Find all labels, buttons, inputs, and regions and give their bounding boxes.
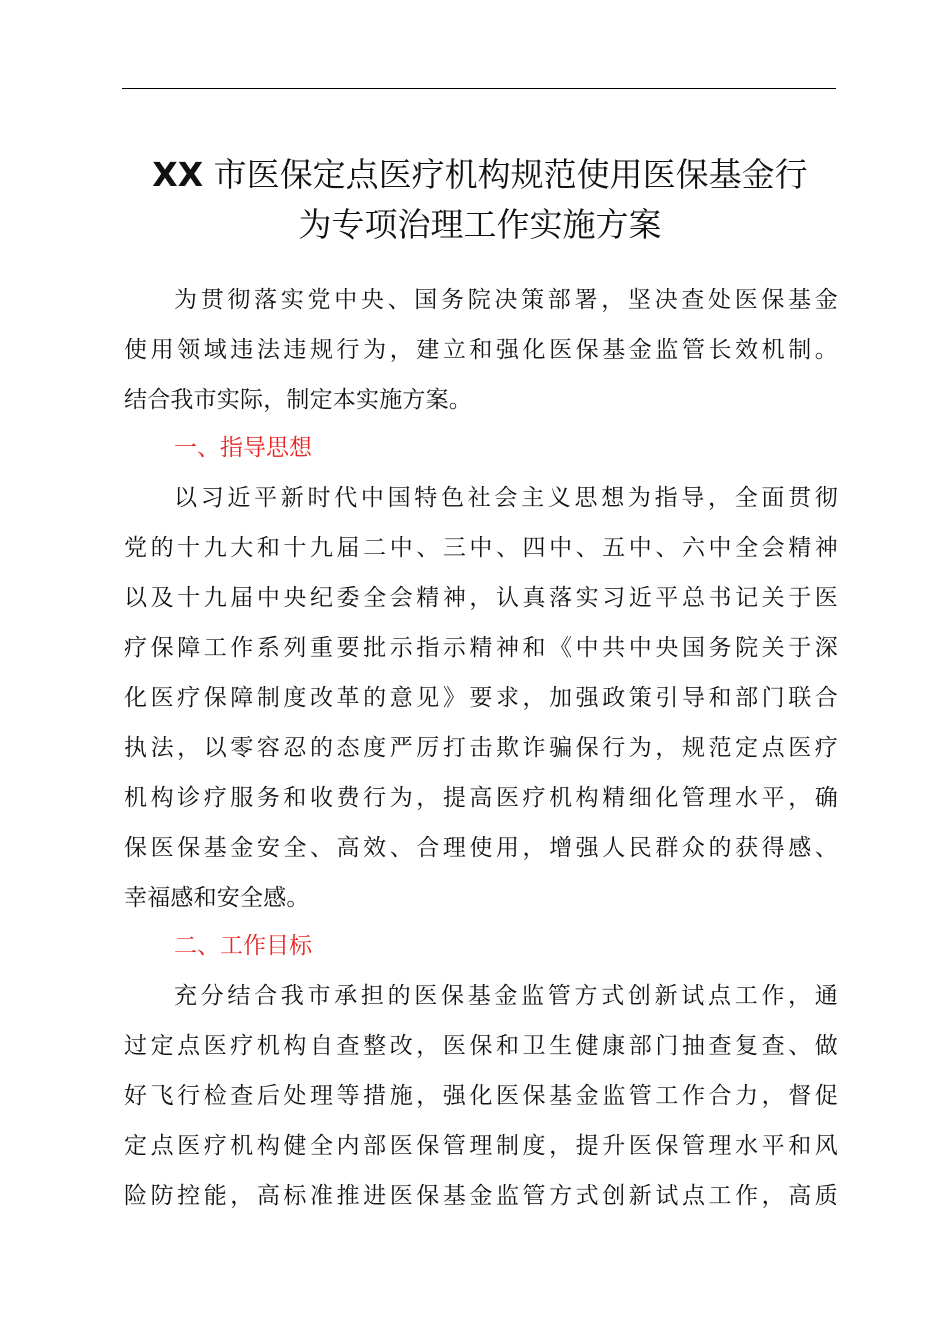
paragraph-line: 执法，以零容忍的态度严厉打击欺诈骗保行为，规范定点医疗 [124,735,838,761]
paragraph-line: 以习近平新时代中国特色社会主义思想为指导，全面贯彻 [174,485,838,511]
section-1-heading: 一、指导思想 [174,435,312,461]
section-2-paragraph [124,971,838,1221]
paragraph-line: 党的十九大和十九届二中、三中、四中、五中、六中全会精神 [124,535,838,561]
title-prefix: XX [152,155,204,194]
paragraph-line: 机构诊疗服务和收费行为，提高医疗机构精细化管理水平，确 [124,785,838,811]
title-line-1-text: 市医保定点医疗机构规范使用医保基金行 [203,155,808,194]
section-2-heading: 二、工作目标 [174,933,312,959]
paragraph-line: 险防控能，高标准推进医保基金监管方式创新试点工作，高质 [124,1183,838,1209]
paragraph-line: 过定点医疗机构自查整改，医保和卫生健康部门抽查复查、做 [124,1033,838,1059]
paragraph-line: 结合我市实际，制定本实施方案。 [124,387,472,413]
paragraph-line: 使用领域违法违规行为，建立和强化医保基金监管长效机制。 [124,337,838,363]
paragraph-line: 幸福感和安全感。 [124,885,310,911]
paragraph-line: 为贯彻落实党中央、国务院决策部署，坚决查处医保基金 [174,287,838,313]
paragraph-line: 保医保基金安全、高效、合理使用，增强人民群众的获得感、 [124,835,838,861]
paragraph-line: 定点医疗机构健全内部医保管理制度，提升医保管理水平和风 [124,1133,838,1159]
title-line-1 [110,150,850,200]
section-1-paragraph [124,473,838,923]
paragraph-line: 好飞行检查后处理等措施，强化医保基金监管工作合力，督促 [124,1083,838,1109]
title-line-2: 为专项治理工作实施方案 [298,205,662,244]
intro-paragraph [124,275,838,425]
document-title [110,150,850,250]
paragraph-line: 化医疗保障制度改革的意见》要求，加强政策引导和部门联合 [124,685,838,711]
paragraph-line: 充分结合我市承担的医保基金监管方式创新试点工作，通 [174,983,838,1009]
header-rule [122,88,836,89]
paragraph-line: 疗保障工作系列重要批示指示精神和《中共中央国务院关于深 [124,635,838,661]
paragraph-line: 以及十九届中央纪委全会精神，认真落实习近平总书记关于医 [124,585,838,611]
